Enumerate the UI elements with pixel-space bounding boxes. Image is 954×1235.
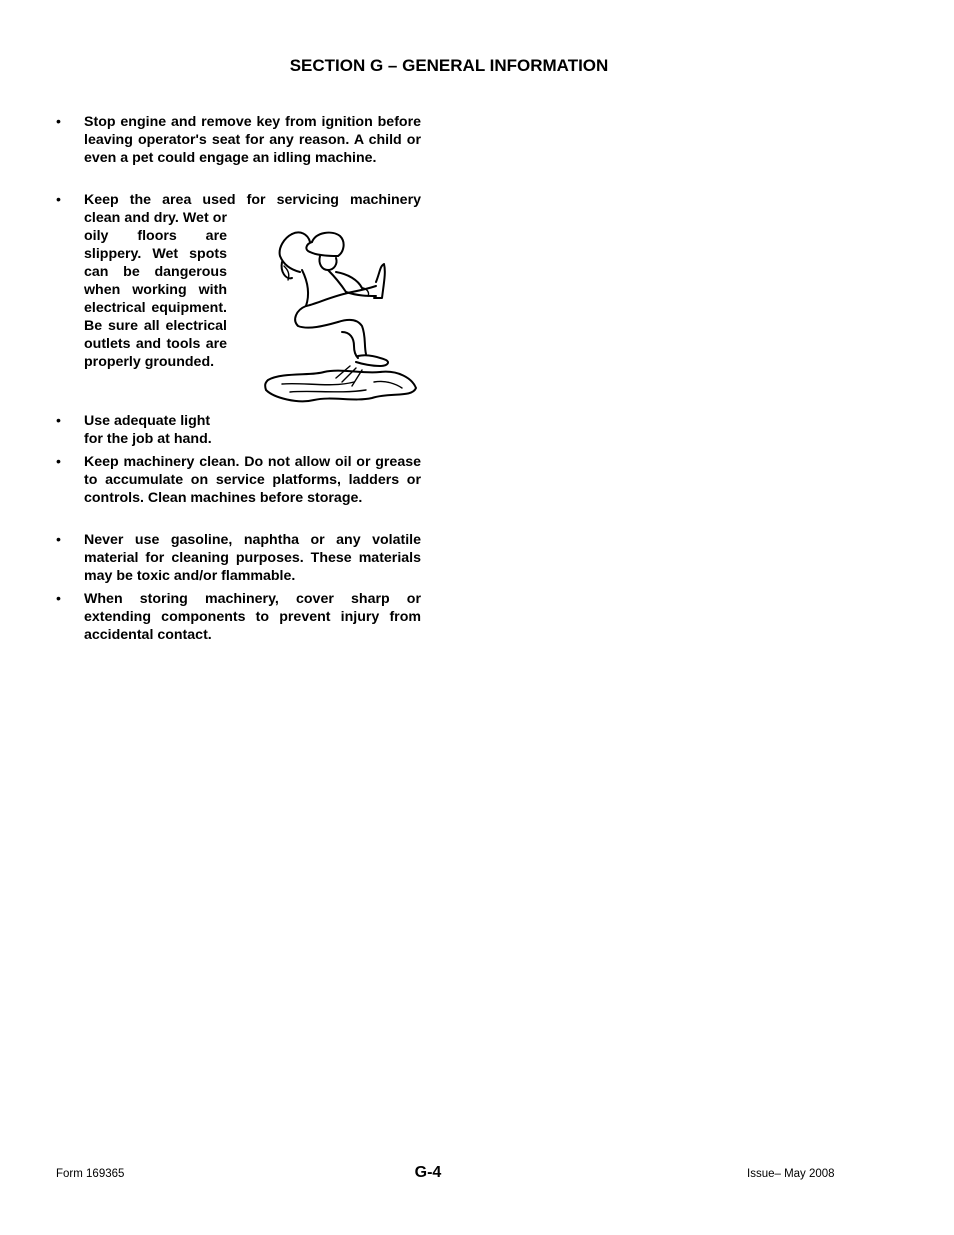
slipping-man-illustration: [262, 222, 420, 406]
list-item-text: Never use gasoline, naphtha or any volatile material for cleaning purposes. These materials may be toxic and/or flammable.: [84, 532, 421, 584]
bullet-symbol: •: [56, 413, 61, 429]
bullet-symbol: •: [56, 454, 61, 470]
footer-page-number: G-4: [414, 1164, 442, 1181]
list-item: [56, 191, 421, 209]
list-item: [56, 453, 421, 507]
list-item-text: clean and dry. Wet or oily floors are slippery. Wet spots can be dangerous when working with electrical equipment. Be sure all electrical outlets and tools are properly grounded.: [84, 210, 227, 370]
bullet-symbol: •: [56, 591, 61, 607]
footer-issue-date: Issue– May 2008: [747, 1168, 835, 1180]
bullet-symbol: •: [56, 192, 61, 208]
list-item-text: Stop engine and remove key from ignition before leaving operator's seat for any reason. A child or even a pet could engage an idling machine.: [84, 114, 421, 166]
list-item-text: Keep machinery clean. Do not allow oil or grease to accumulate on service platforms, ladders or controls. Clean machines before storage.: [84, 454, 421, 506]
bullet-symbol: •: [56, 532, 61, 548]
footer-form-number: Form 169365: [56, 1168, 125, 1180]
list-item-text: Keep the area used for servicing machinery: [84, 192, 421, 208]
list-item: [56, 412, 421, 448]
list-item: [56, 531, 421, 585]
list-item-text: When storing machinery, cover sharp or extending components to prevent injury from accidental contact.: [84, 591, 421, 643]
bullet-symbol: •: [56, 114, 61, 130]
list-item-text: Use adequate light for the job at hand.: [84, 413, 212, 447]
page-title: SECTION G – GENERAL INFORMATION: [289, 56, 609, 75]
list-item: [56, 113, 421, 167]
list-item: [56, 590, 421, 644]
